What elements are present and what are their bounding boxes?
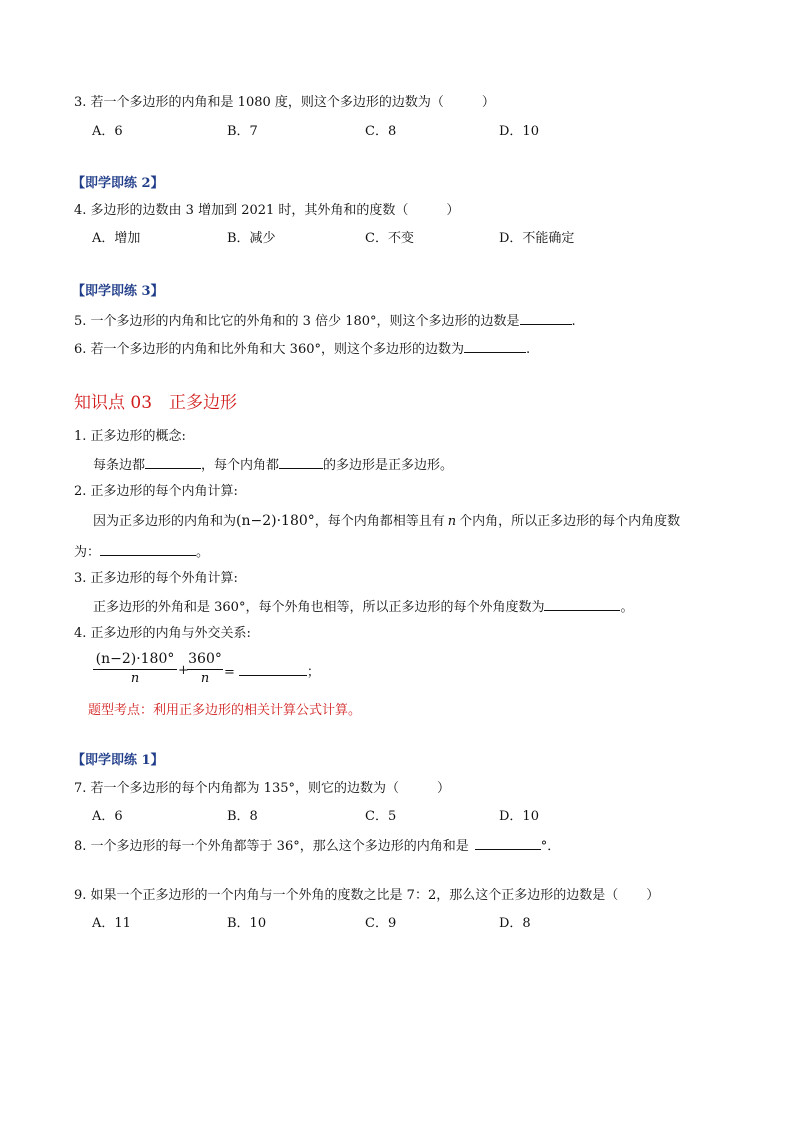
question-6-blank[interactable] xyxy=(464,340,526,353)
point-4-blank[interactable] xyxy=(239,663,307,676)
question-7-option-d[interactable]: D．10 xyxy=(499,809,539,824)
question-3-option-b[interactable]: B．7 xyxy=(227,124,258,139)
point-3-blank[interactable] xyxy=(544,598,620,611)
question-9-option-c[interactable]: C．9 xyxy=(365,916,397,931)
question-8 xyxy=(74,837,560,855)
question-7-text: 7. 若一个多边形的每个内角都为 135°，则它的边数为（ xyxy=(74,781,399,796)
point-1-line xyxy=(93,456,453,474)
practice-1-heading: 【即学即练 1】 xyxy=(72,753,164,768)
question-4-option-c[interactable]: C．不变 xyxy=(365,231,414,246)
point-4-fraction-1-numerator: (n−2)·180° xyxy=(93,650,177,670)
question-8-text: 8. 一个多边形的每一个外角都等于 36°，那么这个多边形的内角和是 xyxy=(74,839,469,854)
point-2-line-2 xyxy=(74,543,209,561)
question-4-text: 4. 多边形的边数由 3 增加到 2021 时，其外角和的度数（ xyxy=(74,203,409,218)
point-2-line-1 xyxy=(93,513,680,530)
question-9 xyxy=(74,888,659,904)
question-7-option-b[interactable]: B．8 xyxy=(227,809,258,824)
question-5-end: . xyxy=(571,314,576,329)
point-3-line xyxy=(93,598,633,616)
point-3-end: 。 xyxy=(620,600,634,615)
point-4-heading: 4. 正多边形的内角与外交关系: xyxy=(74,626,251,641)
point-1-text-b: ，每个内角都 xyxy=(201,458,280,473)
question-4-option-b[interactable]: B．减少 xyxy=(227,231,276,246)
section-title: 知识点 03 正多边形 xyxy=(74,393,238,413)
point-1-heading: 1. 正多边形的概念: xyxy=(74,429,186,444)
question-3-option-d[interactable]: D．10 xyxy=(499,124,539,139)
practice-3-heading: 【即学即练 3】 xyxy=(72,284,164,299)
question-5 xyxy=(74,312,576,330)
question-5-blank[interactable] xyxy=(520,312,572,325)
point-2-text-d: 为： xyxy=(74,545,101,560)
point-4-fraction-2-denominator: n xyxy=(200,671,210,686)
point-4-fraction-2-numerator: 360° xyxy=(187,650,223,670)
question-9-close: ） xyxy=(646,888,660,903)
question-6-end: . xyxy=(525,342,531,357)
point-2-formula: (n−2)·180° xyxy=(236,513,315,529)
question-5-text: 5. 一个多边形的内角和比它的外角和的 3 倍少 180°，则这个多边形的边数是 xyxy=(74,314,520,329)
question-type-note: 题型考点：利用正多边形的相关计算公式计算。 xyxy=(88,703,362,718)
point-2-blank[interactable] xyxy=(100,543,196,556)
point-2-n: n xyxy=(447,514,457,529)
point-4-fraction-1 xyxy=(93,650,177,688)
point-4-fraction-1-denominator: n xyxy=(130,671,140,686)
question-9-option-a[interactable]: A．11 xyxy=(92,916,131,931)
point-2-heading: 2. 正多边形的每个内角计算: xyxy=(74,484,238,499)
question-7-option-a[interactable]: A．6 xyxy=(92,809,123,824)
question-4-close: ） xyxy=(446,203,460,218)
question-4-option-a[interactable]: A．增加 xyxy=(92,231,141,246)
question-8-end: °． xyxy=(540,839,561,854)
question-4 xyxy=(74,203,459,219)
point-4-plus: + xyxy=(178,663,189,678)
point-4-fraction-2 xyxy=(187,650,223,688)
point-4-end: ； xyxy=(306,665,320,680)
question-3 xyxy=(74,95,495,111)
question-3-close: ） xyxy=(481,95,495,110)
point-1-blank-1[interactable] xyxy=(145,456,201,469)
question-8-blank[interactable] xyxy=(475,837,541,850)
question-9-option-b[interactable]: B．10 xyxy=(227,916,267,931)
point-1-text-c: 的多边形是正多边形。 xyxy=(323,458,454,473)
question-3-option-a[interactable]: A．6 xyxy=(92,124,123,139)
question-7 xyxy=(74,781,450,797)
point-2-end: 。 xyxy=(196,545,210,560)
practice-2-heading: 【即学即练 2】 xyxy=(72,176,164,191)
point-3-heading: 3. 正多边形的每个外角计算: xyxy=(74,571,238,586)
point-2-text-a: 因为正多边形的内角和为 xyxy=(93,514,237,529)
point-2-text-c: 个内角，所以正多边形的每个内角度数 xyxy=(459,514,681,529)
point-4-equals: = xyxy=(224,665,235,680)
point-1-text-a: 每条边都 xyxy=(93,458,146,473)
point-2-text-b: ，每个内角都相等且有 xyxy=(314,514,445,529)
question-3-text: 3. 若一个多边形的内角和是 1080 度，则这个多边形的边数为（ xyxy=(74,95,444,110)
question-7-option-c[interactable]: C．5 xyxy=(365,809,397,824)
question-9-text: 9. 如果一个正多边形的一个内角与一个外角的度数之比是 7：2，那么这个正多边形的边数是（ xyxy=(74,888,619,903)
question-6 xyxy=(74,340,530,358)
question-7-close: ） xyxy=(436,781,450,796)
question-6-text: 6. 若一个多边形的内角和比外角和大 360°，则这个多边形的边数为 xyxy=(74,342,464,357)
question-9-option-d[interactable]: D．8 xyxy=(499,916,531,931)
question-3-option-c[interactable]: C．8 xyxy=(365,124,397,139)
point-1-blank-2[interactable] xyxy=(279,456,323,469)
question-4-option-d[interactable]: D．不能确定 xyxy=(499,231,575,246)
point-3-text: 正多边形的外角和是 360°，每个外角也相等，所以正多边形的每个外角度数为 xyxy=(93,600,545,615)
point-4-equation-end xyxy=(224,663,320,681)
